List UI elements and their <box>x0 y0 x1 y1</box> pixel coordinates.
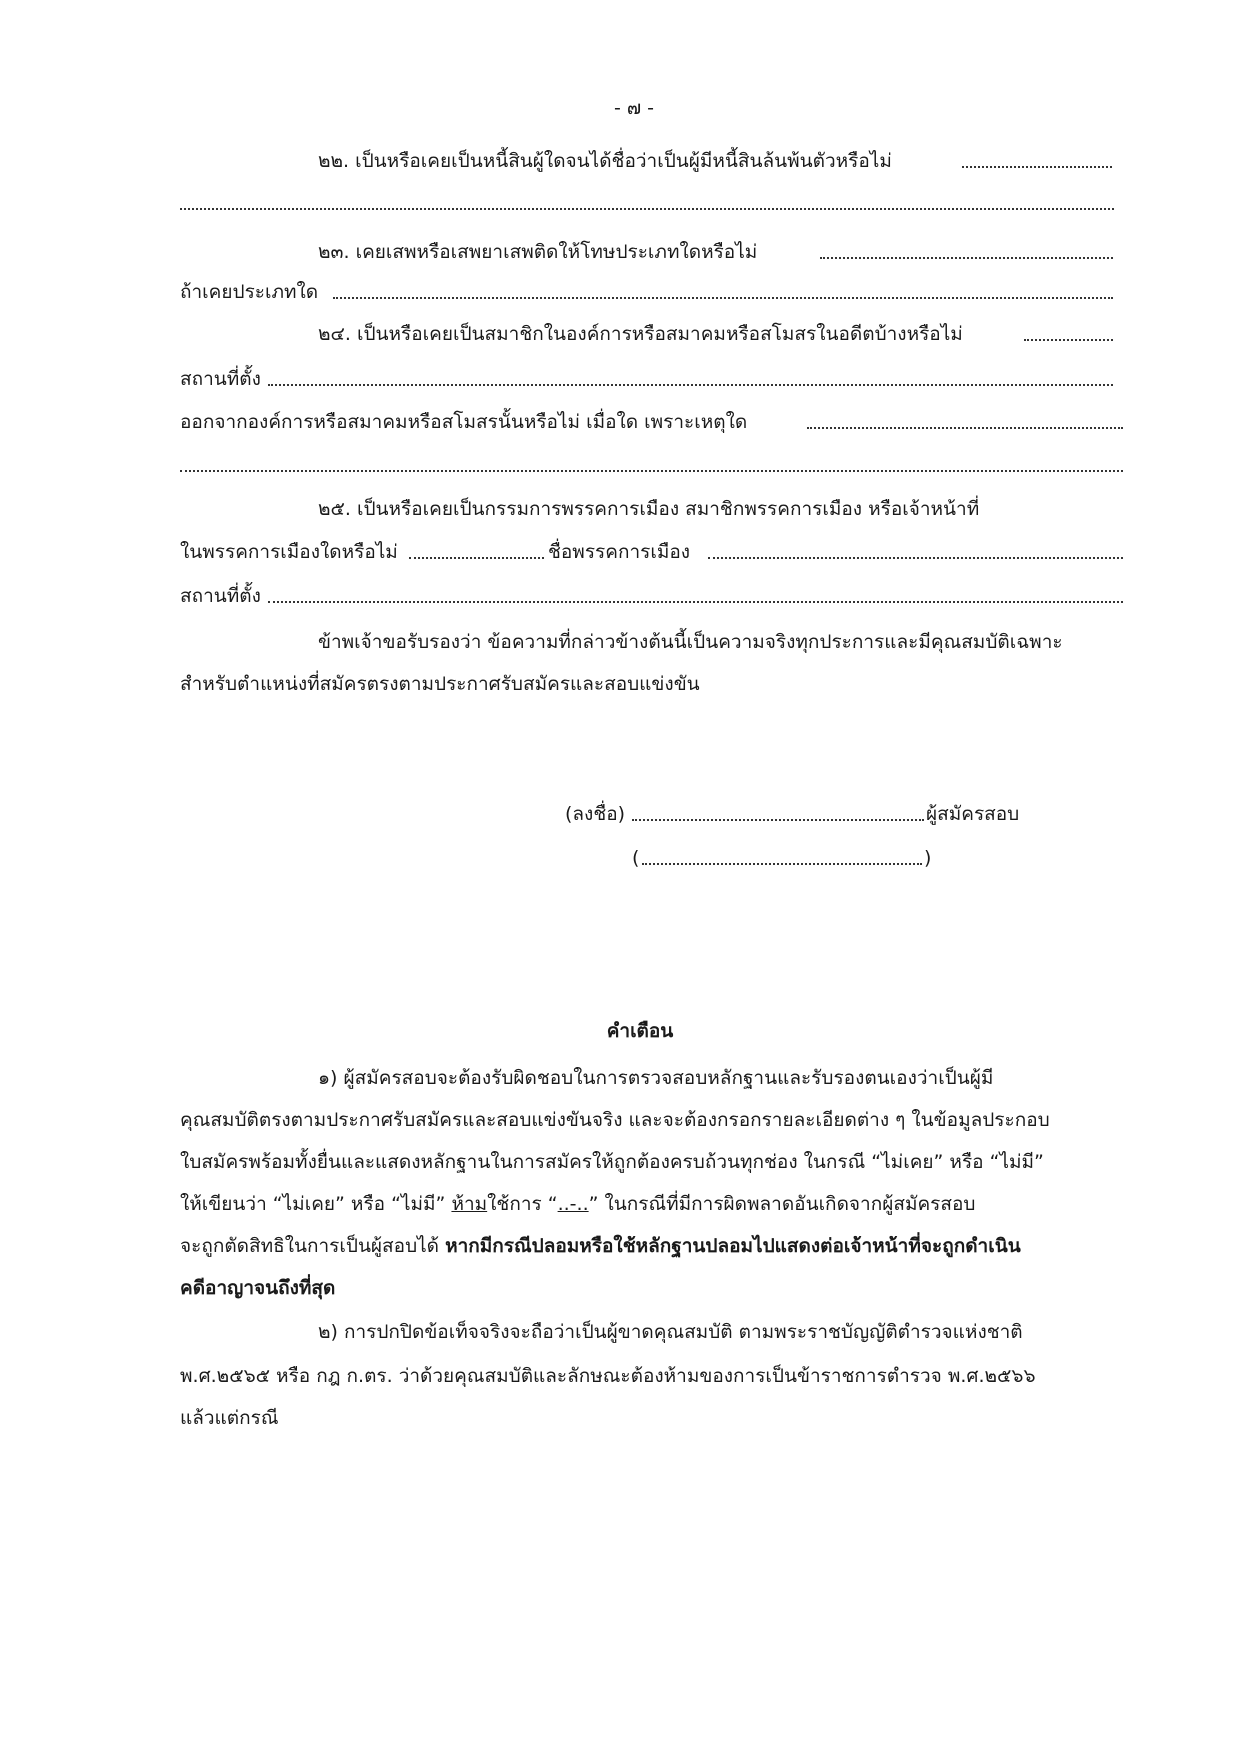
question-25-line2-a: ในพรรคการเมืองใดหรือไม่ <box>180 541 398 563</box>
sign-role: ผู้สมัครสอบ <box>926 803 1020 825</box>
warning-1-line-5-a: จะถูกตัดสิทธิในการเป็นผู้สอบได้ <box>180 1235 446 1257</box>
answer-24-location-line[interactable] <box>268 384 1113 386</box>
question-25-text: ๒๕. เป็นหรือเคยเป็นกรรมการพรรคการเมือง สมาชิกพรรคการเมือง หรือเจ้าหน้าที่ <box>318 498 980 520</box>
certify-line-1: ข้าพเจ้าขอรับรองว่า ข้อความที่กล่าวข้างต้นนี้เป็นความจริงทุกประการและมีคุณสมบัติเฉพาะ <box>318 631 1063 653</box>
question-24-leave: ออกจากองค์การหรือสมาคมหรือสโมสรนั้นหรือไม่ เมื่อใด เพราะเหตุใด <box>180 411 748 433</box>
sign-label: (ลงชื่อ) <box>565 803 626 825</box>
answer-22-line[interactable] <box>962 166 1112 168</box>
printed-name-line[interactable] <box>642 863 922 865</box>
warning-title: คำเตือน <box>606 1020 674 1042</box>
question-23-sub: ถ้าเคยประเภทใด <box>180 281 319 303</box>
warning-2-line-3: แล้วแต่กรณี <box>180 1407 279 1429</box>
answer-24-leave-line[interactable] <box>807 427 1123 429</box>
answer-23-line[interactable] <box>820 257 1113 259</box>
warning-1-line-5-bold: หากมีกรณีปลอมหรือใช้หลักฐานปลอมไปแสดงต่อเจ้าหน้าที่จะถูกดำเนิน <box>445 1235 1021 1257</box>
forbidden-word: ห้าม <box>451 1193 488 1215</box>
answer-25-party-name-line[interactable] <box>708 557 1123 559</box>
name-paren-close: ) <box>924 847 932 869</box>
question-24-location: สถานที่ตั้ง <box>180 368 261 390</box>
warning-1-line-4 <box>180 1190 975 1218</box>
warning-1-line-1: ๑) ผู้สมัครสอบจะต้องรับผิดชอบในการตรวจสอบหลักฐานและรับรองตนเองว่าเป็นผู้มี <box>318 1067 994 1089</box>
warning-2-line-1: ๒) การปกปิดข้อเท็จจริงจะถือว่าเป็นผู้ขาดคุณสมบัติ ตามพระราชบัญญัติตำรวจแห่งชาติ <box>318 1321 1023 1343</box>
signature-line[interactable] <box>632 819 924 821</box>
warning-1-line-4-c: ” ในกรณีที่มีการผิดพลาดอันเกิดจากผู้สมัครสอบ <box>588 1193 976 1215</box>
warning-1-line-5 <box>180 1232 1021 1260</box>
answer-25-party-line[interactable] <box>409 557 544 559</box>
warning-1-line-3: ใบสมัครพร้อมทั้งยื่นและแสดงหลักฐานในการสมัครให้ถูกต้องครบถ้วนทุกช่อง ในกรณี “ไม่เคย” หรือ “ไม่มี” <box>180 1151 1044 1173</box>
certify-line-2: สำหรับตำแหน่งที่สมัครตรงตามประกาศรับสมัครและสอบแข่งขัน <box>180 673 700 695</box>
warning-1-line-6: คดีอาญาจนถึงที่สุด <box>180 1277 336 1299</box>
answer-24-leave-line-2[interactable] <box>180 470 1123 472</box>
question-25-line2-b: ชื่อพรรคการเมือง <box>548 541 691 563</box>
question-25-location: สถานที่ตั้ง <box>180 585 261 607</box>
warning-2-line-2: พ.ศ.๒๕๖๕ หรือ กฎ ก.ตร. ว่าด้วยคุณสมบัติและลักษณะต้องห้ามของการเป็นข้าราชการตำรวจ พ.ศ.๒๕๖๖ <box>180 1365 1036 1387</box>
page-number: - ๗ - <box>613 97 655 119</box>
question-24-text: ๒๔. เป็นหรือเคยเป็นสมาชิกในองค์การหรือสมาคมหรือสโมสรในอดีตบ้างหรือไม่ <box>318 323 963 345</box>
warning-1-line-2: คุณสมบัติตรงตามประกาศรับสมัครและสอบแข่งขันจริง และจะต้องกรอกรายละเอียดต่าง ๆ ในข้อมูลประกอบ <box>180 1109 1050 1131</box>
answer-22-line-2[interactable] <box>180 208 1114 210</box>
warning-1-line-4-b: ใช้การ “ <box>487 1193 558 1215</box>
answer-24-line[interactable] <box>1024 339 1113 341</box>
dash-example: ..-.. <box>557 1193 589 1215</box>
answer-25-location-line[interactable] <box>268 601 1123 603</box>
name-paren-open: ( <box>632 847 640 869</box>
answer-23-type-line[interactable] <box>333 297 1113 299</box>
warning-1-line-4-a: ให้เขียนว่า “ไม่เคย” หรือ “ไม่มี” <box>180 1193 452 1215</box>
question-23-text: ๒๓. เคยเสพหรือเสพยาเสพติดให้โทษประเภทใดหรือไม่ <box>318 241 758 263</box>
question-22-text: ๒๒. เป็นหรือเคยเป็นหนี้สินผู้ใดจนได้ชื่อว่าเป็นผู้มีหนี้สินล้นพ้นตัวหรือไม่ <box>318 150 892 172</box>
